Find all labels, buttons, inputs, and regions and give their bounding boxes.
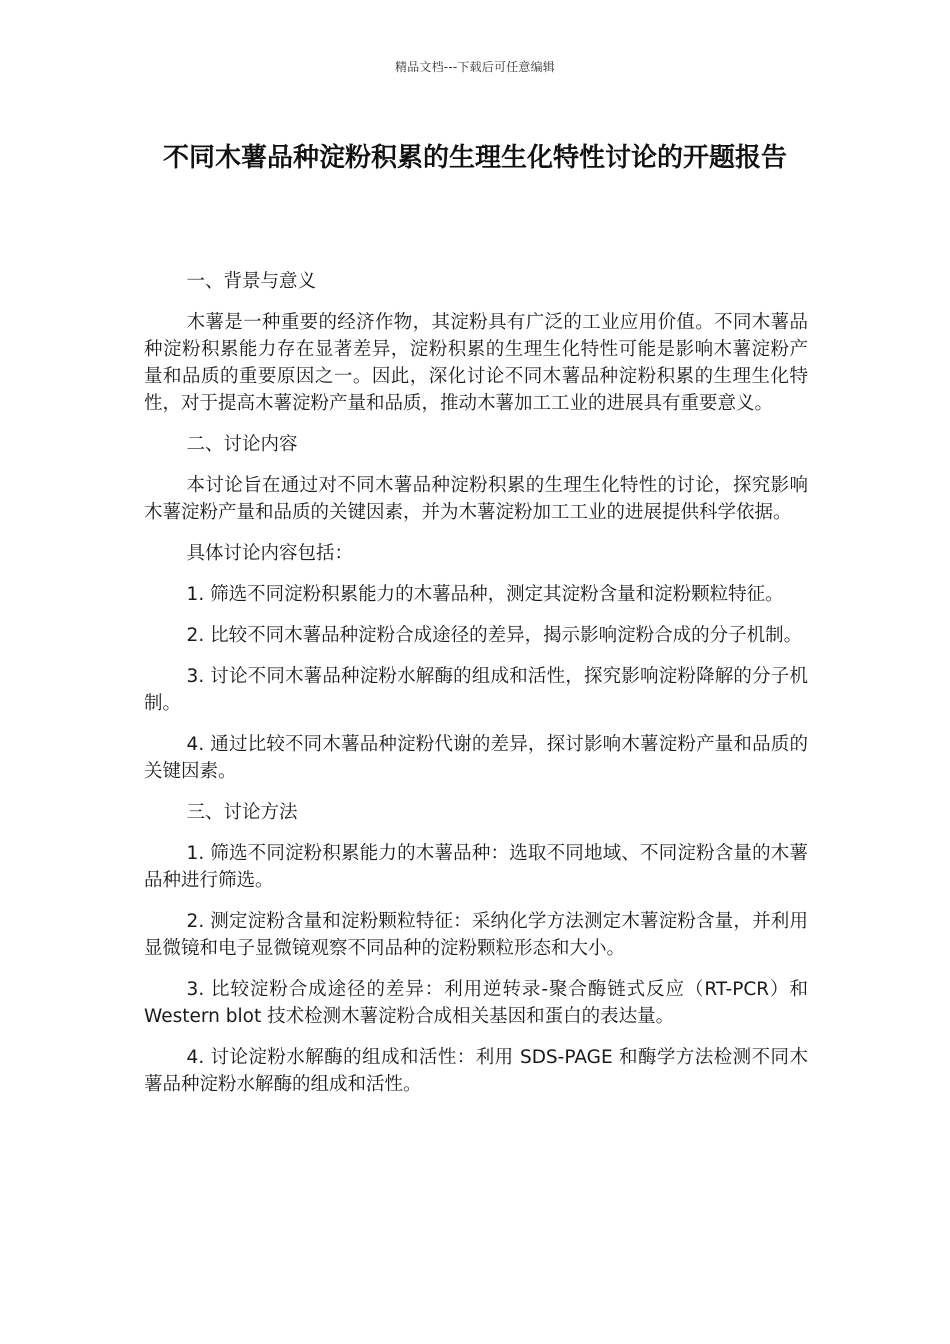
list-item-method: 3. 比较淀粉合成途径的差异：利用逆转录-聚合酶链式反应（RT-PCR）和 Western blot 技术检测木薯淀粉合成相关基因和蛋白的表达量。 <box>144 979 808 1027</box>
list-item-content: 3. 讨论不同木薯品种淀粉水解酶的组成和活性，探究影响淀粉降解的分子机制。 <box>144 666 808 714</box>
section-heading-content: 二、讨论内容 <box>186 434 298 455</box>
section-heading-methods: 三、讨论方法 <box>186 802 298 823</box>
document-body <box>144 268 808 1112</box>
list-item-method: 1. 筛选不同淀粉积累能力的木薯品种：选取不同地域、不同淀粉含量的木薯品种进行筛选。 <box>144 843 808 891</box>
page-header: 精品文档---下载后可任意编辑 <box>395 60 555 74</box>
list-item-method: 4. 讨论淀粉水解酶的组成和活性：利用 SDS-PAGE 和酶学方法检测不同木薯品种淀粉水解酶的组成和活性。 <box>144 1047 808 1095</box>
paragraph-content-intro: 本讨论旨在通过对不同木薯品种淀粉积累的生理生化特性的讨论，探究影响木薯淀粉产量和品质的关键因素，并为木薯淀粉加工工业的进展提供科学依据。 <box>144 475 808 523</box>
list-item-content: 4. 通过比较不同木薯品种淀粉代谢的差异，探讨影响木薯淀粉产量和品质的关键因素。 <box>144 734 808 782</box>
list-item-content: 2. 比较不同木薯品种淀粉合成途径的差异，揭示影响淀粉合成的分子机制。 <box>186 625 803 646</box>
section-heading-background: 一、背景与意义 <box>186 271 317 292</box>
paragraph-background: 木薯是一种重要的经济作物，其淀粉具有广泛的工业应用价值。不同木薯品种淀粉积累能力存在显著差异，淀粉积累的生理生化特性可能是影响木薯淀粉产量和品质的重要原因之一。因此，深化讨论不同木薯品种淀粉积累的生理生化特性，对于提高木薯淀粉产量和品质，推动木薯加工工业的进展具有重要意义。 <box>144 312 808 414</box>
paragraph-content-list-lead: 具体讨论内容包括： <box>186 543 354 564</box>
list-item-method: 2. 测定淀粉含量和淀粉颗粒特征：采纳化学方法测定木薯淀粉含量，并利用显微镜和电子显微镜观察不同品种的淀粉颗粒形态和大小。 <box>144 911 808 959</box>
document-title: 不同木薯品种淀粉积累的生理生化特性讨论的开题报告 <box>162 143 787 173</box>
list-item-content: 1. 筛选不同淀粉积累能力的木薯品种，测定其淀粉含量和淀粉颗粒特征。 <box>186 584 784 605</box>
